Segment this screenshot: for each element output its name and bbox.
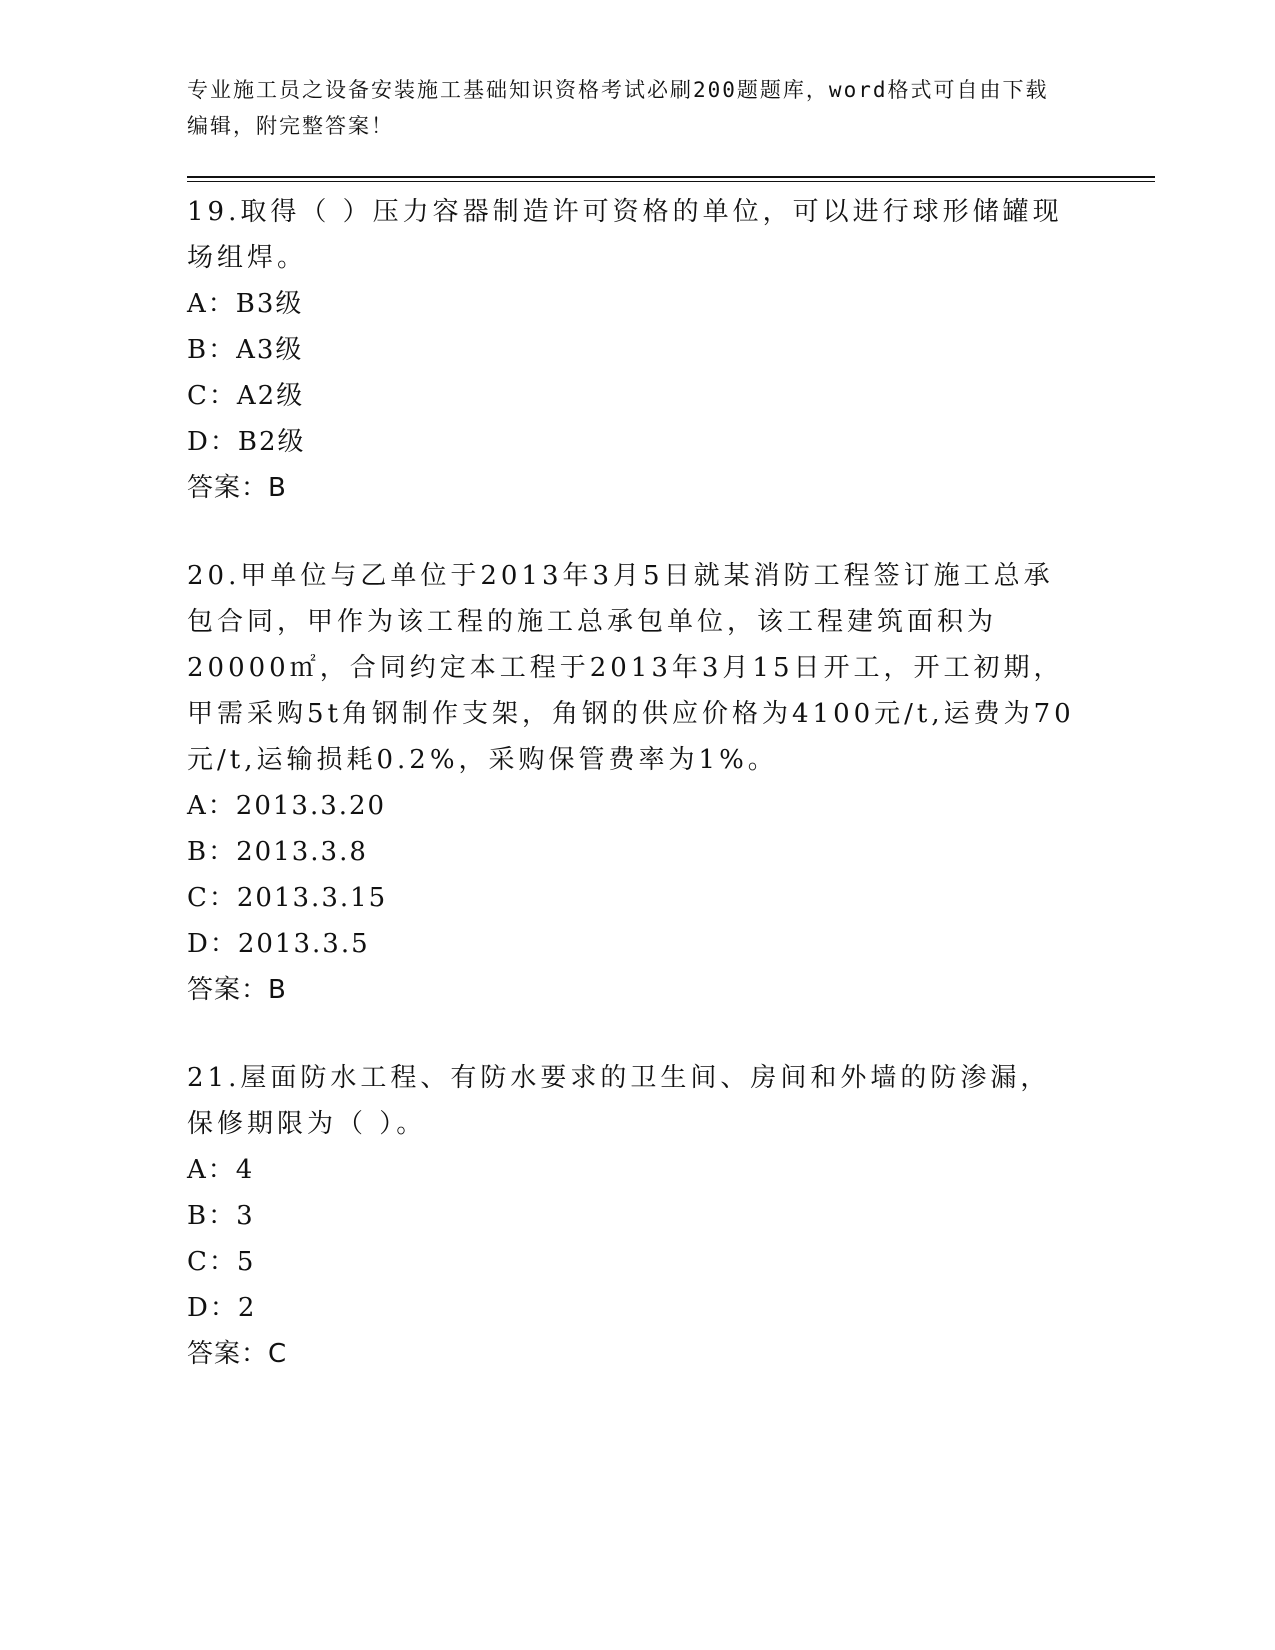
option-a: A：4 bbox=[187, 1155, 255, 1185]
question-19 bbox=[187, 189, 1087, 511]
option-d: D：B2级 bbox=[187, 427, 306, 457]
answer-label: 答案：C bbox=[187, 1339, 288, 1369]
header-divider-thin bbox=[187, 181, 1155, 182]
header-divider-thick bbox=[187, 176, 1155, 178]
option-b: B：3 bbox=[187, 1201, 255, 1231]
option-c: C：2013.3.15 bbox=[187, 883, 388, 913]
option-d: D：2 bbox=[187, 1293, 257, 1323]
document-header: 专业施工员之设备安装施工基础知识资格考试必刷200题题库，word格式可自由下载编辑，附完整答案！ bbox=[187, 78, 1049, 138]
question-20 bbox=[187, 553, 1087, 1013]
option-a: A：2013.3.20 bbox=[187, 791, 387, 821]
answer-label: 答案：B bbox=[187, 473, 287, 503]
question-text: 21.屋面防水工程、有防水要求的卫生间、房间和外墙的防渗漏，保修期限为（ ）。 bbox=[187, 1063, 1051, 1139]
answer-label: 答案：B bbox=[187, 975, 287, 1005]
question-text: 20.甲单位与乙单位于2013年3月5日就某消防工程签订施工总承包合同，甲作为该工程的施工总承包单位，该工程建筑面积为20000㎡，合同约定本工程于2013年3月15日开工，开工初期，甲需采购5t角钢制作支架，角钢的供应价格为4100元/t,运费为70元/t,运输损耗0.2%，采购保管费率为1%。 bbox=[187, 561, 1075, 775]
option-c: C：5 bbox=[187, 1247, 256, 1277]
option-b: B：A3级 bbox=[187, 335, 304, 365]
question-21 bbox=[187, 1055, 1087, 1377]
option-b: B：2013.3.8 bbox=[187, 837, 368, 867]
option-c: C：A2级 bbox=[187, 381, 305, 411]
option-d: D：2013.3.5 bbox=[187, 929, 370, 959]
question-text: 19.取得（ ）压力容器制造许可资格的单位，可以进行球形储罐现场组焊。 bbox=[187, 197, 1063, 273]
question-list bbox=[187, 189, 1087, 1419]
option-a: A：B3级 bbox=[187, 289, 304, 319]
